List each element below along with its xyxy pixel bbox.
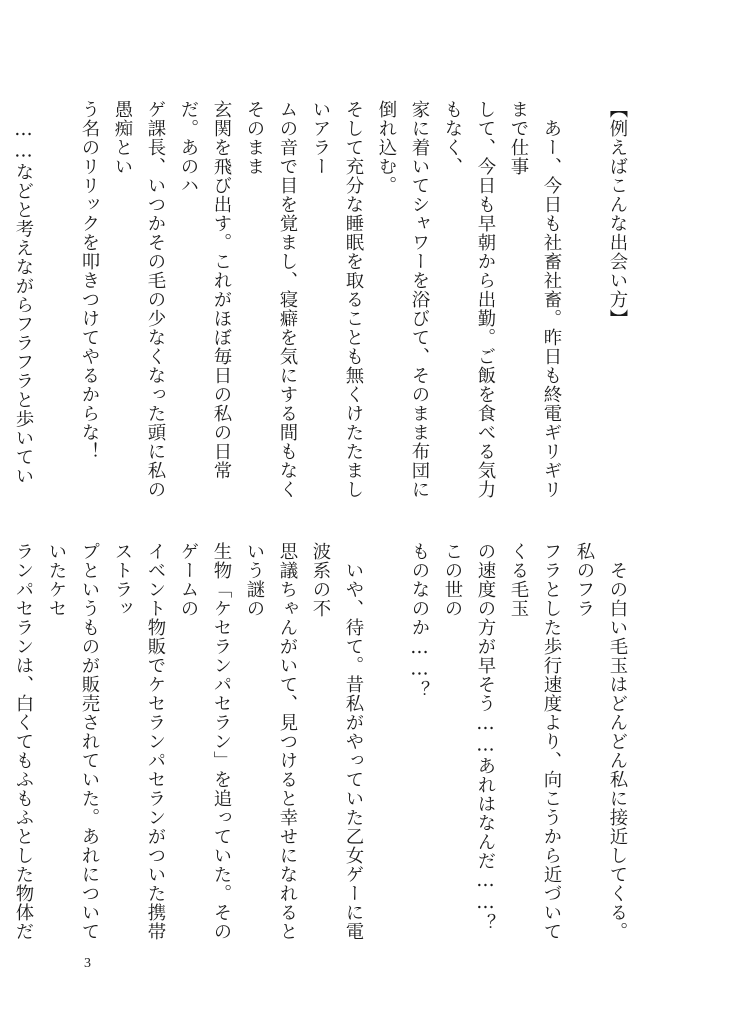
text-line: う名のリリックを叩きつけてやるからな！ [79, 100, 100, 461]
text-line: ……などと考えながらフラフラと歩いてい [13, 118, 34, 486]
lower-text-block [0, 542, 634, 952]
text-line: の速度の方が早そう……あれはなんだ……？ この世の [442, 542, 496, 952]
text-line: ランパセランは、白くてもふもふとした物体だ [13, 542, 34, 941]
text-line: その白い毛玉はどんどん私に接近してくる。私のフラ [574, 542, 628, 941]
text-line: ムの音で目を覚まし、寝癖を気にする間もなくそのまま [244, 100, 298, 499]
text-line: 生物「ケセランパセラン」を追っていた。そのゲームの [178, 542, 232, 941]
text-line: フラとした歩行速度より、向こうから近づいてくる毛玉 [508, 542, 562, 941]
blank-line [40, 100, 73, 500]
text-line: 【例えばこんな出会い方】 [607, 100, 628, 328]
text-line: ゲ課長、いつかその毛の少なくなった頭に私の愚痴とい [112, 100, 166, 499]
text-line: プというものが販売されていた。あれについていたケセ [46, 542, 100, 941]
text-line: 思議ちゃんがいて、見つけると幸せになれるという謎の [244, 542, 298, 941]
text-line: ものなのか……？ [409, 542, 430, 700]
text-line: 玄関を飛び出す。これがほぼ毎日の私の日常だ。あのハ [178, 100, 232, 480]
text-line: して、今日も早朝から出勤。ご飯を食べる気力もなく、 [442, 100, 496, 499]
text-line: あー、今日も社畜社畜。昨日も終電ギリギリまで仕事 [508, 100, 562, 499]
text-line: いや、待て。昔私がやっていた乙女ゲーに電波系の不 [310, 542, 364, 941]
text-line: そして充分な睡眠を取ることも無くけたたましいアラー [310, 100, 364, 499]
page-number: 3 [84, 956, 91, 971]
blank-line [370, 542, 403, 942]
upper-text-block [0, 100, 634, 500]
blank-line [568, 100, 601, 500]
text-line: イベント物販でケセランパセランがついた携帯ストラッ [112, 542, 166, 941]
text-line: 家に着いてシャワーを浴びて、そのまま布団に倒れ込む。 [376, 100, 430, 499]
